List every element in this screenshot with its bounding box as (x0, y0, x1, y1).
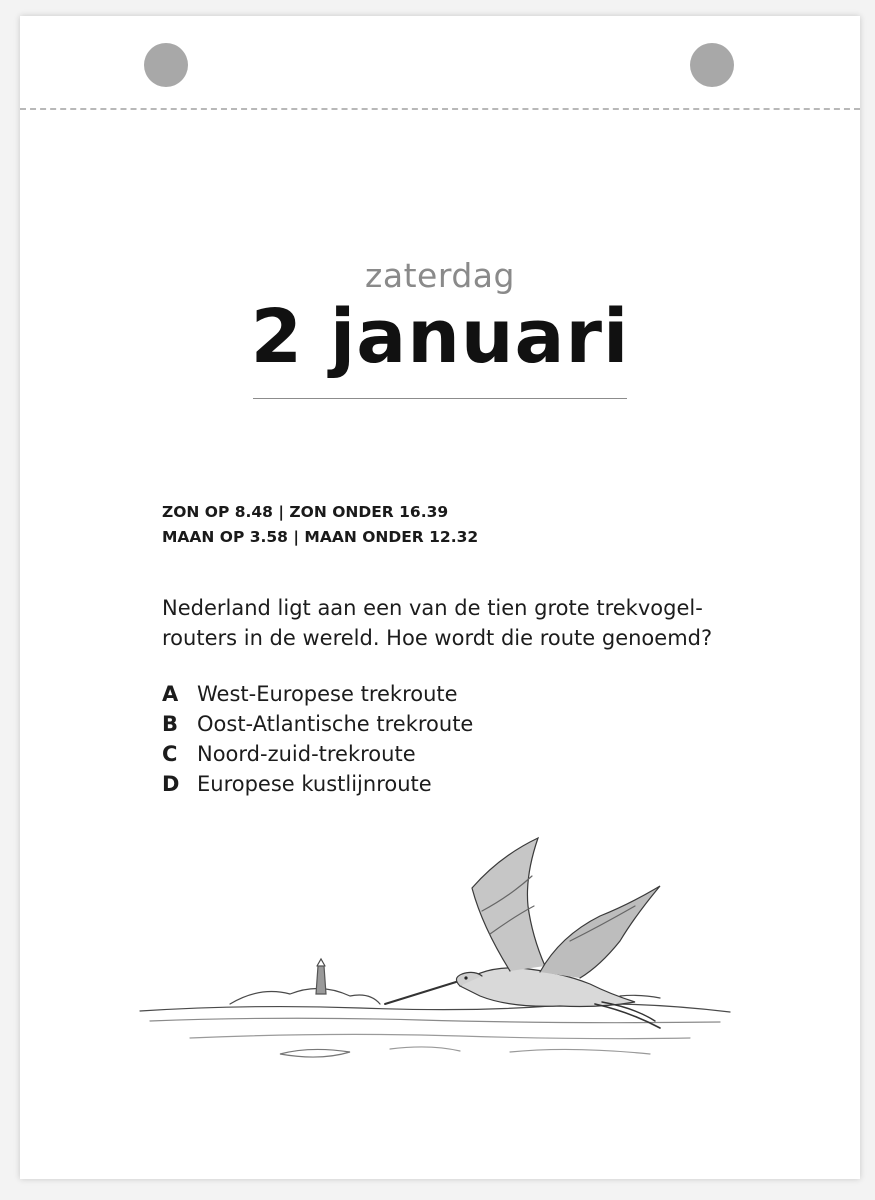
weekday-label: zaterdag (365, 256, 515, 295)
quiz-question (162, 593, 782, 653)
question-line-2: routers in de wereld. Hoe wordt die route genoemd? (162, 626, 713, 650)
answer-letter: D (162, 772, 180, 796)
flying-bird-sketch-icon (130, 816, 740, 1066)
answer-option-c (162, 739, 473, 769)
answer-letter: C (162, 742, 178, 766)
answer-text: West-Europese trekroute (197, 682, 458, 706)
answer-letter: B (162, 712, 179, 736)
title-divider (253, 398, 627, 399)
calendar-page (20, 16, 860, 1179)
binding-hole-left (144, 43, 188, 87)
answer-option-d (162, 769, 473, 799)
answer-text: Europese kustlijnroute (197, 772, 432, 796)
answer-text: Noord-zuid-trekroute (197, 742, 416, 766)
question-line-1: Nederland ligt aan een van de tien grote trekvogel- (162, 596, 703, 620)
perforation-line (20, 108, 860, 110)
sun-times: ZON OP 8.48 | ZON ONDER 16.39 (162, 503, 449, 521)
answer-text: Oost-Atlantische trekroute (197, 712, 474, 736)
answer-letter: A (162, 682, 179, 706)
date-heading: 2 januari (250, 294, 630, 380)
answer-list (162, 679, 473, 799)
astronomy-info (162, 500, 478, 550)
binding-hole-right (690, 43, 734, 87)
answer-option-a (162, 679, 473, 709)
answer-option-b (162, 709, 473, 739)
moon-times: MAAN OP 3.58 | MAAN ONDER 12.32 (162, 528, 479, 546)
